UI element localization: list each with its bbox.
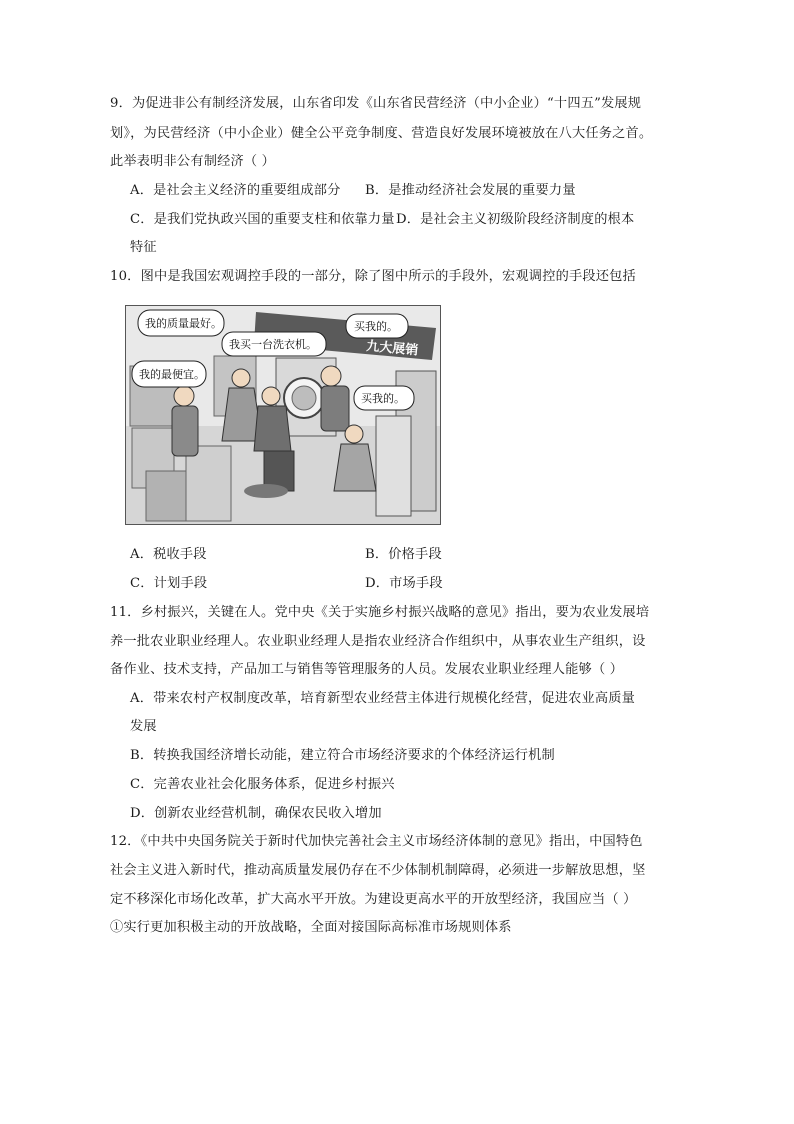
q10-option-a: A．税收手段: [130, 547, 207, 562]
q10-option-d: D．市场手段: [365, 576, 443, 591]
bubble-2-text: 我买一台洗衣机。: [229, 338, 317, 351]
q10-cartoon-figure: [125, 305, 441, 525]
q10-option-c: C．计划手段: [130, 576, 208, 591]
bubble-5: [354, 386, 414, 410]
bubble-2: [222, 332, 326, 356]
q11-option-d: D．创新农业经营机制，确保农民收入增加: [130, 806, 382, 821]
q12-stem-line1: 12．《中共中央国务院关于新时代加快完善社会主义市场经济体制的意见》指出，中国特色: [110, 834, 643, 849]
q9-stem-line3: 此举表明非公有制经济（ ）: [110, 154, 276, 169]
q11-option-b: B．转换我国经济增长动能，建立符合市场经济要求的个体经济运行机制: [130, 748, 555, 763]
q12-stem-line2: 社会主义进入新时代，推动高质量发展仍存在不少体制机制障碍，必须进一步解放思想，坚: [110, 863, 646, 878]
q9-stem-line2: 划》，为民营经济（中小企业）健全公平竞争制度、营造良好发展环境被放在八大任务之首。: [110, 126, 653, 141]
q11-stem-line2: 养一批农业职业经理人。农业职业经理人是指农业经济合作组织中，从事农业生产组织，设: [110, 634, 646, 649]
banner-text: 九大展销: [365, 339, 419, 359]
q9-stem-line1: 9．为促进非公有制经济发展，山东省印发《山东省民营经济（中小企业）“十四五”发展规: [110, 96, 642, 111]
q11-option-a: A．带来农村产权制度改革，培育新型农业经营主体进行规模化经营，促进农业高质量: [130, 691, 636, 706]
q9-option-d-cont: 特征: [130, 240, 157, 255]
bubble-4-text: 买我的。: [354, 320, 398, 333]
q11-stem-line1: 11．乡村振兴，关键在人。党中央《关于实施乡村振兴战略的意见》指出，要为农业发展培: [110, 605, 650, 620]
q9-option-b: B．是推动经济社会发展的重要力量: [365, 183, 576, 198]
bubble-4: [346, 314, 408, 338]
q9-option-c: C．是我们党执政兴国的重要支柱和依靠力量: [130, 212, 395, 227]
bubble-3: [132, 361, 206, 387]
q11-stem-line3: 备作业、技术支持，产品加工与销售等管理服务的人员。发展农业职业经理人能够（ ）: [110, 662, 624, 677]
q9-option-a: A．是社会主义经济的重要组成部分: [130, 183, 341, 198]
bubble-1: [138, 310, 224, 336]
q9-option-d: D．是社会主义初级阶段经济制度的根本: [396, 212, 635, 227]
bubble-5-text: 买我的。: [361, 392, 405, 405]
q10-option-b: B．价格手段: [365, 547, 442, 562]
q12-stem-line3: 定不移深化市场化改革，扩大高水平开放。为建设更高水平的开放型经济，我国应当（ ）: [110, 892, 637, 907]
q11-option-a-cont: 发展: [130, 719, 157, 734]
bubble-1-text: 我的质量最好。: [145, 317, 222, 330]
q12-item-1: ①实行更加积极主动的开放战略，全面对接国际高标准市场规则体系: [110, 920, 512, 935]
q10-stem-line1: 10．图中是我国宏观调控手段的一部分，除了图中所示的手段外，宏观调控的手段还包括: [110, 269, 636, 284]
bubble-3-text: 我的最便宜。: [139, 368, 205, 381]
q11-option-c: C．完善农业社会化服务体系，促进乡村振兴: [130, 777, 395, 792]
